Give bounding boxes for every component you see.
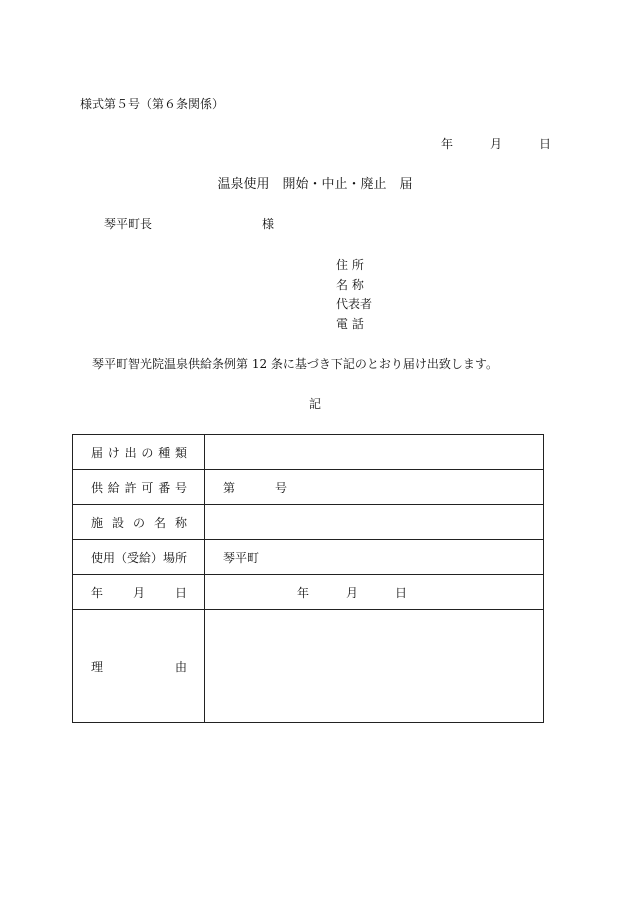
notification-type-value[interactable] xyxy=(205,435,544,470)
recipient-name: 琴平町長 xyxy=(104,217,153,231)
facility-name-label: 施 設 の 名 称 xyxy=(73,505,205,540)
notification-type-label: 届 け 出 の 種 類 xyxy=(73,435,205,470)
row-notification-type xyxy=(73,435,544,470)
applicant-name-label: 名 称 xyxy=(336,278,364,292)
details-table xyxy=(72,434,544,723)
location-label: 使用（受給）場所 xyxy=(73,540,205,575)
applicant-representative-label: 代表者 xyxy=(336,297,373,311)
permit-number-prefix: 第 xyxy=(223,480,236,495)
submission-date xyxy=(441,138,551,150)
applicant-address-label: 住 所 xyxy=(336,258,364,272)
location-value[interactable]: 琴平町 xyxy=(205,540,544,575)
ki-label: 記 xyxy=(308,397,321,411)
table-date-day: 日 xyxy=(394,585,407,600)
date-year: 年 xyxy=(441,137,454,151)
reason-value[interactable] xyxy=(205,610,544,723)
row-location xyxy=(73,540,544,575)
date-value[interactable] xyxy=(205,575,544,610)
date-month: 月 xyxy=(489,137,502,151)
date-label: 年 月 日 xyxy=(73,575,205,610)
reason-label: 理 由 xyxy=(73,610,205,723)
row-facility-name xyxy=(73,505,544,540)
row-date xyxy=(73,575,544,610)
date-day: 日 xyxy=(538,137,551,151)
recipient-honorific: 様 xyxy=(262,217,275,231)
permit-number-suffix: 号 xyxy=(274,480,287,495)
table-date-year: 年 xyxy=(297,585,310,600)
table-date-month: 月 xyxy=(345,585,358,600)
permit-number-value[interactable] xyxy=(205,470,544,505)
form-number: 様式第５号（第６条関係） xyxy=(80,97,225,111)
document-title: 温泉使用 開始・中止・廃止 届 xyxy=(217,177,413,192)
row-reason xyxy=(73,610,544,723)
body-text: 琴平町智光院温泉供給条例第 12 条に基づき下記のとおり届け出致します。 xyxy=(92,357,498,371)
facility-name-value[interactable] xyxy=(205,505,544,540)
permit-number-label: 供 給 許 可 番 号 xyxy=(73,470,205,505)
applicant-phone-label: 電 話 xyxy=(336,317,364,331)
row-permit-number xyxy=(73,470,544,505)
